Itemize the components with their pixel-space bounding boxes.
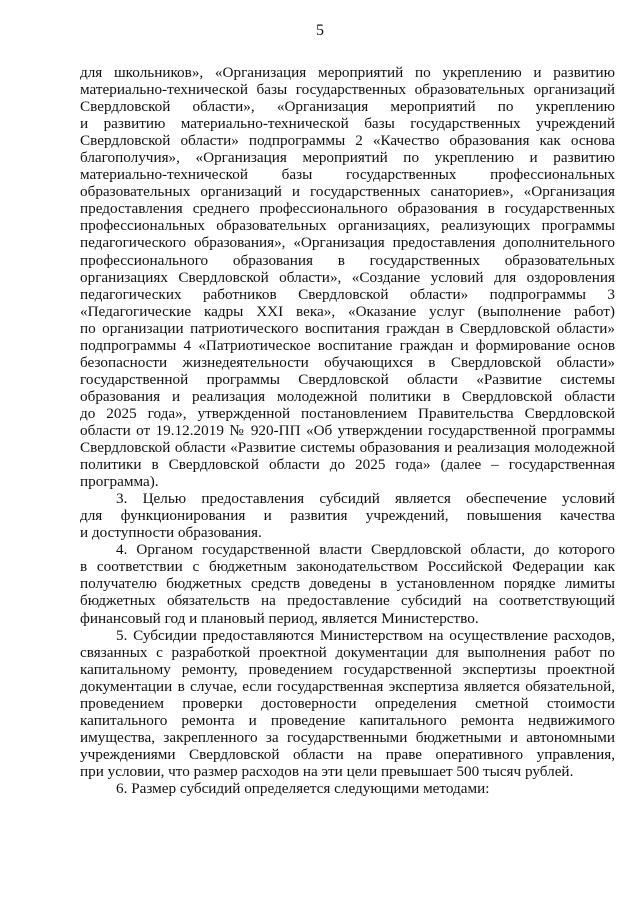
text-line: связанных с разработкой проектной документации для выполнения работ по [80,643,615,661]
text-line: «Педагогические кадры XXI века», «Оказание услуг (выполнение работ) [80,302,615,320]
text-line: безопасности жизнедеятельности обучающихся в Свердловской области» [80,353,615,371]
text-line: подпрограммы 4 «Патриотическое воспитание граждан и формирование основ [80,336,615,354]
text-line: Свердловской области», «Организация мероприятий по укреплению [80,98,615,116]
text-line: благополучия», «Организация мероприятий по укреплению и развитию [80,149,615,167]
paragraph [80,541,615,626]
text-line: педагогических работников Свердловской области» подпрограммы 3 [80,285,615,303]
text-line: образовательных организаций и государственных санаториев», «Организация [80,183,615,201]
paragraph [80,490,615,541]
text-line: 5. Субсидии предоставляются Министерством на осуществление расходов, [116,626,615,644]
text-line: организациях Свердловской области», «Создание условий для оздоровления [80,268,615,286]
text-line: 4. Органом государственной власти Свердловской области, до которого [116,541,615,559]
text-line: 3. Целью предоставления субсидий является обеспечение условий [116,490,615,508]
text-line: предоставления среднего профессионального образования в государственных [80,200,615,218]
paragraph [80,627,615,780]
text-line: политики в Свердловской области до 2025 года» (далее – государственная [80,456,615,474]
text-line: имущества, закрепленного за государственными бюджетными и автономными [80,728,615,746]
text-line: капитального ремонта и проведение капитального ремонта недвижимого [80,711,615,729]
text-line: области от 19.12.2019 № 920-ПП «Об утверждении государственной программы [80,421,615,439]
text-line: профессионального образования в государственных образовательных [80,251,615,269]
text-line: профессиональных образовательных организациях, реализующих программы [80,217,615,235]
page-number: 5 [316,22,324,39]
text-line: документации в случае, если государственная экспертиза является обязательной, [80,677,615,695]
paragraph [80,64,615,490]
text-line: Свердловской области «Развитие системы образования и реализация молодежной [80,439,615,457]
text-line: для функционирования и развития учреждений, повышения качества [80,507,615,525]
text-line: программа). [80,473,159,491]
text-line: до 2025 года», утвержденной постановлением Правительства Свердловской [80,404,615,422]
text-line: финансовый год и плановый период, является Министерство. [80,609,479,627]
text-line: при условии, что размер расходов на эти цели превышает 500 тысяч рублей. [80,762,574,780]
text-line: образования и реализация молодежной политики в Свердловской области [80,387,615,405]
paragraph [80,780,615,797]
text-line: в соответствии с бюджетным законодательством Российской Федерации как [80,558,615,576]
text-line: получателю бюджетных средств доведены в установленном порядке лимиты [80,575,615,593]
text-line: учреждениями Свердловской области на праве оперативного управления, [80,745,615,763]
text-line: проведением проверки достоверности определения сметной стоимости [80,694,615,712]
text-line: для школьников», «Организация мероприятий по укреплению и развитию [80,64,615,81]
text-line: 6. Размер субсидий определяется следующими методами: [116,779,490,797]
text-line: Свердловской области» подпрограммы 2 «Качество образования как основа [80,132,615,150]
text-line: и развитию материально-технической базы государственных учреждений [80,115,615,133]
text-line: материально-технической базы государственных профессиональных [80,166,615,184]
text-line: государственной программы Свердловской области «Развитие системы [80,370,615,388]
text-line: капитальному ремонту, проведением государственной экспертизы проектной [80,660,615,678]
text-line: бюджетных обязательств на предоставление субсидий на соответствующий [80,592,615,610]
text-line: материально-технической базы государственных образовательных организаций [80,81,615,99]
text-line: по организации патриотического воспитания граждан в Свердловской области» [80,319,615,337]
text-line: и доступности образования. [80,524,262,542]
text-line: педагогического образования», «Организация предоставления дополнительного [80,234,615,252]
document-body [80,64,615,797]
